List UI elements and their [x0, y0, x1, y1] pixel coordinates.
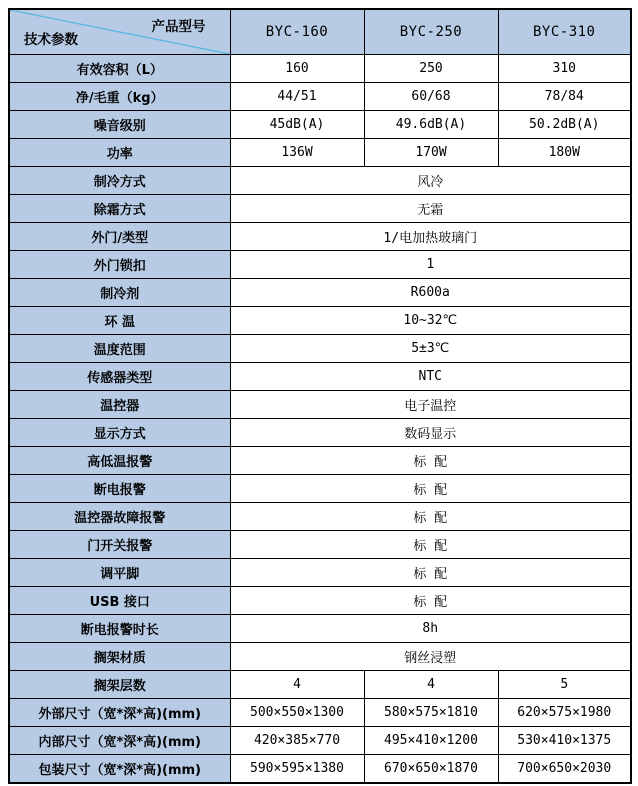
spec-value: 250: [364, 55, 498, 83]
spec-value: 590×595×1380: [230, 755, 364, 784]
spec-value-span: 1: [230, 251, 631, 279]
spec-value-span: 标 配: [230, 447, 631, 475]
row-usb-port: [9, 587, 631, 615]
row-high-low-temp-alarm: [9, 447, 631, 475]
spec-value-span: 标 配: [230, 587, 631, 615]
spec-value: 530×410×1375: [498, 727, 631, 755]
spec-label: 门开关报警: [9, 531, 230, 559]
spec-value-span: 标 配: [230, 503, 631, 531]
spec-label: 调平脚: [9, 559, 230, 587]
row-refrigerant: [9, 279, 631, 307]
header-row: [9, 9, 631, 55]
spec-label: 制冷方式: [9, 167, 230, 195]
row-leveling-feet: [9, 559, 631, 587]
row-internal-dimensions: [9, 727, 631, 755]
spec-value: 4: [230, 671, 364, 699]
spec-label: 外门锁扣: [9, 251, 230, 279]
row-external-dimensions: [9, 699, 631, 727]
spec-label: 包装尺寸（宽*深*高)(mm): [9, 755, 230, 784]
spec-label: 除霜方式: [9, 195, 230, 223]
spec-label: 环 温: [9, 307, 230, 335]
spec-value-span: 8h: [230, 615, 631, 643]
spec-value: 495×410×1200: [364, 727, 498, 755]
spec-value-span: 电子温控: [230, 391, 631, 419]
spec-table: [8, 8, 632, 784]
spec-label: 外部尺寸（宽*深*高)(mm): [9, 699, 230, 727]
row-shelf-material: [9, 643, 631, 671]
spec-value-span: 数码显示: [230, 419, 631, 447]
row-shelf-count: [9, 671, 631, 699]
spec-value: 160: [230, 55, 364, 83]
spec-value: 4: [364, 671, 498, 699]
spec-label: 搁架层数: [9, 671, 230, 699]
spec-value-span: 钢丝浸塑: [230, 643, 631, 671]
row-power: [9, 139, 631, 167]
corner-label-product-model: 产品型号: [151, 19, 206, 35]
row-temp-range: [9, 335, 631, 363]
row-door-open-alarm: [9, 531, 631, 559]
spec-label: 搁架材质: [9, 643, 230, 671]
spec-label: 温控器故障报警: [9, 503, 230, 531]
row-door-lock: [9, 251, 631, 279]
spec-value-span: 1/电加热玻璃门: [230, 223, 631, 251]
spec-value: 670×650×1870: [364, 755, 498, 784]
row-thermostat-fault-alarm: [9, 503, 631, 531]
spec-label: 断电报警时长: [9, 615, 230, 643]
spec-label: 有效容积（L）: [9, 55, 230, 83]
spec-value: 78/84: [498, 83, 631, 111]
row-sensor-type: [9, 363, 631, 391]
row-ambient-temp: [9, 307, 631, 335]
model-header-byc-160: BYC-160: [230, 9, 364, 55]
spec-value: 44/51: [230, 83, 364, 111]
row-noise-level: [9, 111, 631, 139]
spec-label: 高低温报警: [9, 447, 230, 475]
model-header-byc-310: BYC-310: [498, 9, 631, 55]
spec-label: 外门/类型: [9, 223, 230, 251]
spec-value-span: 标 配: [230, 531, 631, 559]
spec-value: 49.6dB(A): [364, 111, 498, 139]
spec-value: 170W: [364, 139, 498, 167]
spec-label: 制冷剂: [9, 279, 230, 307]
spec-value-span: NTC: [230, 363, 631, 391]
spec-value: 700×650×2030: [498, 755, 631, 784]
spec-label: 断电报警: [9, 475, 230, 503]
spec-label: 温度范围: [9, 335, 230, 363]
spec-label: 噪音级别: [9, 111, 230, 139]
spec-value: 180W: [498, 139, 631, 167]
row-effective-volume: [9, 55, 631, 83]
row-power-failure-alarm: [9, 475, 631, 503]
row-outer-door-type: [9, 223, 631, 251]
spec-value: 50.2dB(A): [498, 111, 631, 139]
spec-value: 310: [498, 55, 631, 83]
spec-value: 620×575×1980: [498, 699, 631, 727]
row-cooling-type: [9, 167, 631, 195]
spec-value: 45dB(A): [230, 111, 364, 139]
spec-value: 60/68: [364, 83, 498, 111]
row-thermostat: [9, 391, 631, 419]
row-power-failure-alarm-duration: [9, 615, 631, 643]
spec-value-span: R600a: [230, 279, 631, 307]
spec-label: 显示方式: [9, 419, 230, 447]
spec-value: 420×385×770: [230, 727, 364, 755]
spec-value: 136W: [230, 139, 364, 167]
corner-label-tech-params: 技术参数: [24, 32, 78, 48]
spec-label: 温控器: [9, 391, 230, 419]
row-packing-dimensions: [9, 755, 631, 784]
corner-cell: [9, 9, 230, 55]
spec-value-span: 风冷: [230, 167, 631, 195]
spec-label: 功率: [9, 139, 230, 167]
spec-value-span: 5±3℃: [230, 335, 631, 363]
row-defrost-type: [9, 195, 631, 223]
spec-value-span: 10~32℃: [230, 307, 631, 335]
spec-label: 传感器类型: [9, 363, 230, 391]
spec-label: 净/毛重（kg）: [9, 83, 230, 111]
spec-label: 内部尺寸（宽*深*高)(mm): [9, 727, 230, 755]
spec-value: 500×550×1300: [230, 699, 364, 727]
row-net-gross-weight: [9, 83, 631, 111]
model-header-byc-250: BYC-250: [364, 9, 498, 55]
spec-value: 580×575×1810: [364, 699, 498, 727]
row-display-type: [9, 419, 631, 447]
spec-value-span: 标 配: [230, 559, 631, 587]
spec-value-span: 标 配: [230, 475, 631, 503]
spec-value: 5: [498, 671, 631, 699]
spec-value-span: 无霜: [230, 195, 631, 223]
spec-label: USB 接口: [9, 587, 230, 615]
